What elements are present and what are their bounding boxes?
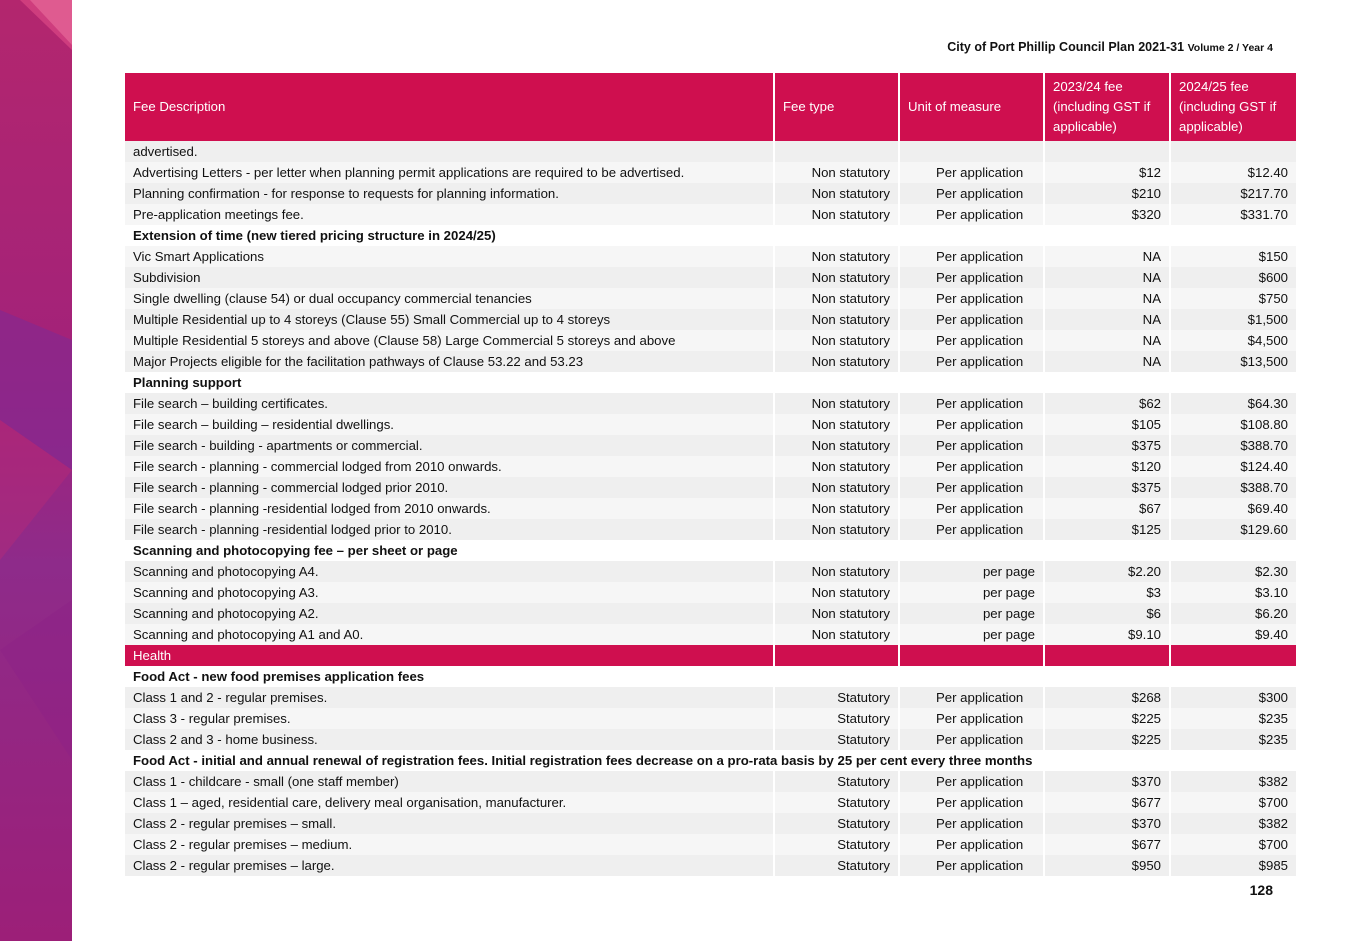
cell-unit: Per application (900, 162, 1043, 183)
cell-fee-2023-24: $120 (1045, 456, 1169, 477)
cell-fee-2023-24: $125 (1045, 519, 1169, 540)
cell-fee-2024-25: $108.80 (1171, 414, 1296, 435)
cell-fee-type: Non statutory (775, 330, 898, 351)
col-fee-type: Fee type (775, 73, 898, 141)
cell-description: Class 2 - regular premises – medium. (125, 834, 773, 855)
cell-fee-type: Statutory (775, 855, 898, 876)
cell-fee-2023-24: $225 (1045, 708, 1169, 729)
cell-unit: Per application (900, 813, 1043, 834)
cell-unit: per page (900, 582, 1043, 603)
cell-description: Multiple Residential up to 4 storeys (Clause 55) Small Commercial up to 4 storeys (125, 309, 773, 330)
table-subheading-row (125, 225, 1296, 246)
cell-unit: Per application (900, 498, 1043, 519)
table-row (125, 435, 1296, 456)
cell-description: Scanning and photocopying A2. (125, 603, 773, 624)
cell-fee-type (775, 141, 898, 162)
cell-description: Class 2 - regular premises – large. (125, 855, 773, 876)
subheading-label: Extension of time (new tiered pricing structure in 2024/25) (125, 225, 1296, 246)
cell-fee-type: Non statutory (775, 162, 898, 183)
cell-fee-2023-24: $12 (1045, 162, 1169, 183)
table-subheading-row (125, 372, 1296, 393)
cell-fee-2023-24: $210 (1045, 183, 1169, 204)
section-blank-cell (775, 645, 898, 666)
subheading-label: Food Act - new food premises application fees (125, 666, 1296, 687)
cell-fee-2023-24 (1045, 141, 1169, 162)
cell-fee-type: Non statutory (775, 561, 898, 582)
table-row (125, 162, 1296, 183)
table-row (125, 414, 1296, 435)
cell-unit (900, 141, 1043, 162)
table-row (125, 288, 1296, 309)
cell-description: Multiple Residential 5 storeys and above (Clause 58) Large Commercial 5 storeys and above (125, 330, 773, 351)
cell-fee-2024-25 (1171, 141, 1296, 162)
cell-unit: Per application (900, 330, 1043, 351)
table-row (125, 519, 1296, 540)
table-row (125, 813, 1296, 834)
cell-fee-2023-24: $320 (1045, 204, 1169, 225)
cell-fee-2023-24: $105 (1045, 414, 1169, 435)
cell-fee-2023-24: NA (1045, 267, 1169, 288)
cell-unit: Per application (900, 267, 1043, 288)
cell-fee-type: Statutory (775, 771, 898, 792)
table-row (125, 477, 1296, 498)
cell-description: Class 2 - regular premises – small. (125, 813, 773, 834)
cell-fee-type: Non statutory (775, 204, 898, 225)
cell-unit: Per application (900, 834, 1043, 855)
table-row (125, 351, 1296, 372)
cell-fee-type: Statutory (775, 687, 898, 708)
cell-description: Scanning and photocopying A3. (125, 582, 773, 603)
cell-fee-2024-25: $1,500 (1171, 309, 1296, 330)
cell-fee-2023-24: $9.10 (1045, 624, 1169, 645)
table-subheading-row (125, 666, 1296, 687)
cell-fee-2024-25: $217.70 (1171, 183, 1296, 204)
cell-description: File search - planning -residential lodged from 2010 onwards. (125, 498, 773, 519)
cell-fee-2023-24: $375 (1045, 435, 1169, 456)
cell-description: File search - planning - commercial lodged prior 2010. (125, 477, 773, 498)
table-row (125, 624, 1296, 645)
cell-fee-2023-24: $67 (1045, 498, 1169, 519)
cell-unit: Per application (900, 309, 1043, 330)
cell-fee-2023-24: $3 (1045, 582, 1169, 603)
table-row (125, 855, 1296, 876)
table-row (125, 771, 1296, 792)
cell-description: File search – building certificates. (125, 393, 773, 414)
cell-description: Scanning and photocopying A1 and A0. (125, 624, 773, 645)
cell-description: Planning confirmation - for response to requests for planning information. (125, 183, 773, 204)
cell-fee-2024-25: $600 (1171, 267, 1296, 288)
cell-fee-2023-24: NA (1045, 351, 1169, 372)
cell-fee-2024-25: $69.40 (1171, 498, 1296, 519)
cell-fee-2024-25: $9.40 (1171, 624, 1296, 645)
cell-fee-type: Non statutory (775, 246, 898, 267)
table-row (125, 309, 1296, 330)
cell-unit: Per application (900, 288, 1043, 309)
cell-fee-type: Statutory (775, 729, 898, 750)
cell-description: Single dwelling (clause 54) or dual occupancy commercial tenancies (125, 288, 773, 309)
cell-description: advertised. (125, 141, 773, 162)
cell-unit: Per application (900, 435, 1043, 456)
document-volume: Volume 2 / Year 4 (1187, 42, 1273, 54)
cell-description: Class 1 – aged, residential care, delivery meal organisation, manufacturer. (125, 792, 773, 813)
cell-fee-type: Non statutory (775, 498, 898, 519)
cell-fee-type: Non statutory (775, 624, 898, 645)
cell-unit: Per application (900, 183, 1043, 204)
table-row (125, 393, 1296, 414)
cell-fee-type: Non statutory (775, 456, 898, 477)
cell-unit: Per application (900, 729, 1043, 750)
cell-description: Vic Smart Applications (125, 246, 773, 267)
cell-fee-2024-25: $235 (1171, 729, 1296, 750)
cell-unit: Per application (900, 687, 1043, 708)
section-blank-cell (1045, 645, 1169, 666)
cell-fee-2024-25: $124.40 (1171, 456, 1296, 477)
cell-fee-type: Non statutory (775, 393, 898, 414)
table-row (125, 708, 1296, 729)
table-row (125, 330, 1296, 351)
cell-description: File search - planning - commercial lodged from 2010 onwards. (125, 456, 773, 477)
cell-fee-2023-24: $375 (1045, 477, 1169, 498)
cell-fee-type: Non statutory (775, 435, 898, 456)
subheading-label: Food Act - initial and annual renewal of registration fees. Initial registration fees decrease on a pro-rata basis by 25 per cent every three months (125, 750, 1296, 771)
cell-fee-2024-25: $331.70 (1171, 204, 1296, 225)
cell-fee-type: Non statutory (775, 414, 898, 435)
section-blank-cell (1171, 645, 1296, 666)
cell-fee-2023-24: NA (1045, 330, 1169, 351)
document-title: City of Port Phillip Council Plan 2021-31 (947, 40, 1185, 54)
cell-fee-type: Non statutory (775, 477, 898, 498)
cell-fee-2023-24: NA (1045, 309, 1169, 330)
cell-fee-2024-25: $12.40 (1171, 162, 1296, 183)
subheading-label: Planning support (125, 372, 1296, 393)
table-row (125, 204, 1296, 225)
cell-fee-2023-24: $225 (1045, 729, 1169, 750)
cell-fee-type: Non statutory (775, 603, 898, 624)
cell-fee-2024-25: $700 (1171, 834, 1296, 855)
cell-fee-2023-24: $268 (1045, 687, 1169, 708)
table-row (125, 267, 1296, 288)
section-label: Health (125, 645, 773, 666)
cell-fee-2024-25: $2.30 (1171, 561, 1296, 582)
cell-unit: Per application (900, 456, 1043, 477)
cell-fee-2024-25: $235 (1171, 708, 1296, 729)
cell-unit: Per application (900, 351, 1043, 372)
table-row (125, 729, 1296, 750)
cell-fee-2023-24: $370 (1045, 813, 1169, 834)
col-unit-of-measure: Unit of measure (900, 73, 1043, 141)
table-section-row (125, 645, 1296, 666)
cell-fee-2023-24: NA (1045, 246, 1169, 267)
cell-fee-2024-25: $4,500 (1171, 330, 1296, 351)
cell-fee-2024-25: $388.70 (1171, 435, 1296, 456)
col-fee-description: Fee Description (125, 73, 773, 141)
table-row (125, 183, 1296, 204)
page-number: 128 (1249, 882, 1273, 898)
cell-fee-2024-25: $3.10 (1171, 582, 1296, 603)
cell-description: File search - building - apartments or commercial. (125, 435, 773, 456)
cell-fee-2024-25: $985 (1171, 855, 1296, 876)
table-row (125, 456, 1296, 477)
table-row (125, 141, 1296, 162)
cell-description: Advertising Letters - per letter when planning permit applications are required to be advertised. (125, 162, 773, 183)
cell-unit: Per application (900, 477, 1043, 498)
side-band-pattern (0, 0, 72, 941)
cell-fee-2024-25: $382 (1171, 771, 1296, 792)
cell-fee-type: Non statutory (775, 582, 898, 603)
table-row (125, 246, 1296, 267)
cell-fee-2024-25: $129.60 (1171, 519, 1296, 540)
table-row (125, 792, 1296, 813)
cell-fee-type: Statutory (775, 792, 898, 813)
cell-fee-2023-24: $950 (1045, 855, 1169, 876)
cell-unit: Per application (900, 204, 1043, 225)
cell-fee-2024-25: $13,500 (1171, 351, 1296, 372)
cell-unit: Per application (900, 519, 1043, 540)
table-row (125, 603, 1296, 624)
col-fee-2023-24: 2023/24 fee (including GST if applicable) (1045, 73, 1169, 141)
cell-fee-type: Non statutory (775, 183, 898, 204)
cell-fee-2024-25: $382 (1171, 813, 1296, 834)
cell-description: Class 1 - childcare - small (one staff member) (125, 771, 773, 792)
table-row (125, 561, 1296, 582)
cell-description: Class 3 - regular premises. (125, 708, 773, 729)
cell-fee-2024-25: $300 (1171, 687, 1296, 708)
cell-fee-type: Statutory (775, 813, 898, 834)
cell-fee-2024-25: $150 (1171, 246, 1296, 267)
cell-description: Class 2 and 3 - home business. (125, 729, 773, 750)
table-row (125, 687, 1296, 708)
cell-fee-type: Non statutory (775, 351, 898, 372)
cell-fee-type: Non statutory (775, 288, 898, 309)
cell-description: Pre-application meetings fee. (125, 204, 773, 225)
cell-fee-2023-24: $6 (1045, 603, 1169, 624)
cell-fee-type: Non statutory (775, 309, 898, 330)
cell-unit: Per application (900, 708, 1043, 729)
cell-unit: per page (900, 603, 1043, 624)
cell-fee-2024-25: $6.20 (1171, 603, 1296, 624)
cell-description: Class 1 and 2 - regular premises. (125, 687, 773, 708)
subheading-label: Scanning and photocopying fee – per sheet or page (125, 540, 1296, 561)
cell-fee-type: Non statutory (775, 519, 898, 540)
cell-fee-2023-24: $62 (1045, 393, 1169, 414)
cell-unit: per page (900, 624, 1043, 645)
cell-unit: per page (900, 561, 1043, 582)
fee-table-body (125, 141, 1296, 876)
cell-description: Subdivision (125, 267, 773, 288)
cell-unit: Per application (900, 792, 1043, 813)
cell-unit: Per application (900, 393, 1043, 414)
decorative-side-band (0, 0, 72, 941)
cell-fee-type: Statutory (775, 834, 898, 855)
cell-description: Major Projects eligible for the facilitation pathways of Clause 53.22 and 53.23 (125, 351, 773, 372)
table-row (125, 582, 1296, 603)
cell-fee-2023-24: $677 (1045, 834, 1169, 855)
cell-fee-type: Statutory (775, 708, 898, 729)
cell-fee-2024-25: $750 (1171, 288, 1296, 309)
cell-unit: Per application (900, 414, 1043, 435)
table-row (125, 498, 1296, 519)
cell-fee-2023-24: $370 (1045, 771, 1169, 792)
document-header (947, 40, 1273, 54)
cell-description: File search - planning -residential lodged prior to 2010. (125, 519, 773, 540)
cell-fee-2023-24: $677 (1045, 792, 1169, 813)
table-subheading-row (125, 750, 1296, 771)
cell-description: Scanning and photocopying A4. (125, 561, 773, 582)
cell-fee-type: Non statutory (775, 267, 898, 288)
cell-fee-2024-25: $64.30 (1171, 393, 1296, 414)
table-subheading-row (125, 540, 1296, 561)
table-header-row (125, 73, 1296, 141)
fee-table (123, 73, 1298, 876)
cell-fee-2023-24: $2.20 (1045, 561, 1169, 582)
table-row (125, 834, 1296, 855)
cell-fee-2024-25: $388.70 (1171, 477, 1296, 498)
cell-fee-2023-24: NA (1045, 288, 1169, 309)
section-blank-cell (900, 645, 1043, 666)
cell-unit: Per application (900, 855, 1043, 876)
col-fee-2024-25: 2024/25 fee (including GST if applicable) (1171, 73, 1296, 141)
cell-fee-2024-25: $700 (1171, 792, 1296, 813)
cell-description: File search – building – residential dwellings. (125, 414, 773, 435)
cell-unit: Per application (900, 771, 1043, 792)
cell-unit: Per application (900, 246, 1043, 267)
